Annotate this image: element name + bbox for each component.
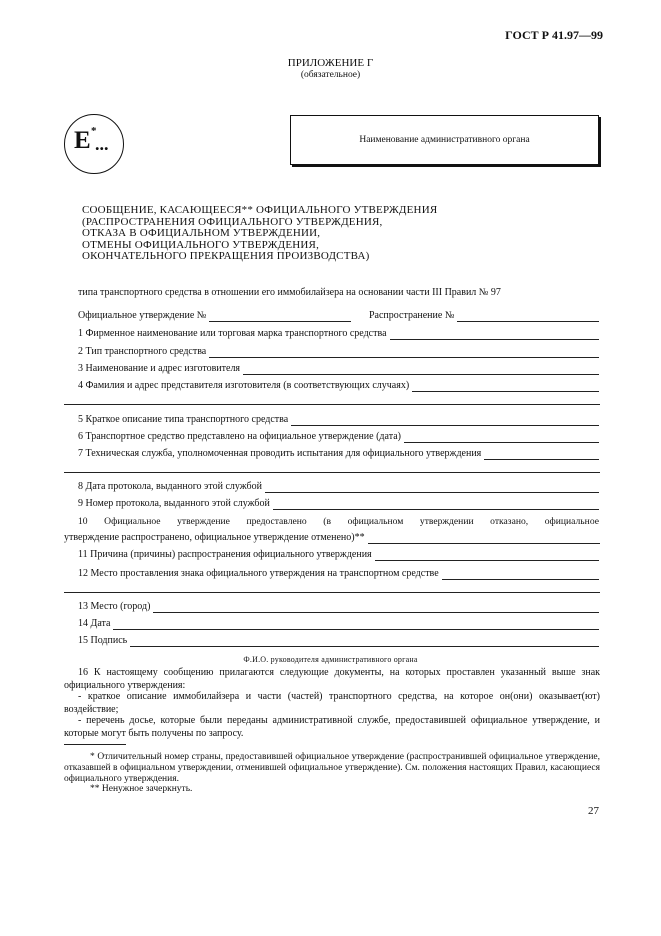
approval-mark-emblem [64, 114, 124, 174]
item-13-label: 13 Место (город) [78, 601, 151, 612]
item-14-label: 14 Дата [78, 618, 111, 629]
item-3 [78, 363, 599, 375]
item-9-field[interactable] [273, 499, 599, 510]
approval-numbers-row [78, 310, 599, 322]
item-8-field[interactable] [265, 482, 599, 493]
item-16-bullet-1: - краткое описание иммобилайзера и части (частей) транспортного средства, на которое он(они) оказывает(ют) воздействие; [64, 691, 600, 715]
approval-number-label: Официальное утверждение № [78, 310, 207, 321]
item-13 [78, 601, 599, 613]
authority-name-label: Наименование административного органа [359, 135, 530, 145]
item-15 [78, 635, 599, 647]
item-12-field[interactable] [442, 569, 599, 580]
item-13-field[interactable] [153, 602, 599, 613]
communication-title-line: ОТМЕНЫ ОФИЦИАЛЬНОГО УТВЕРЖДЕНИЯ, [82, 238, 320, 251]
appendix-subtitle: (обязательное) [300, 70, 361, 80]
item-1 [78, 328, 599, 340]
communication-title-line: ОКОНЧАТЕЛЬНОГО ПРЕКРАЩЕНИЯ ПРОИЗВОДСТВА) [82, 250, 370, 262]
item-14-field[interactable] [113, 619, 599, 630]
intro-text: типа транспортного средства в отношении его иммобилайзера на основании части III Правил № 97 [78, 287, 501, 298]
item-8-label: 8 Дата протокола, выданного этой службой [78, 481, 262, 492]
item-5-field[interactable] [291, 415, 599, 426]
item-15-label: 15 Подпись [78, 635, 128, 646]
item-6-field[interactable] [404, 432, 599, 443]
item-9-label: 9 Номер протокола, выданного этой службой [78, 498, 270, 509]
item-7-label: 7 Техническая служба, уполномоченная проводить испытания для официального утверждения [78, 448, 482, 459]
item-9 [78, 498, 599, 510]
item-7-field[interactable] [484, 449, 599, 460]
item-10-line-1: 10 Официальное утверждение предоставлено (в официальном утверждении отказано, официальное [78, 516, 599, 527]
item-2-label: 2 Тип транспортного средства [78, 346, 207, 357]
item-4-label: 4 Фамилия и адрес представителя изготовителя (в соответствующих случаях) [78, 380, 410, 391]
communication-title-line: (РАСПРОСТРАНЕНИЯ ОФИЦИАЛЬНОГО УТВЕРЖДЕНИЯ, [82, 215, 383, 228]
item-7 [78, 448, 599, 460]
item-10-field[interactable] [368, 533, 600, 544]
footnote-separator [64, 744, 126, 745]
communication-title [82, 205, 437, 263]
item-12-label: 12 Место проставления знака официального утверждения на транспортном средстве [78, 568, 439, 579]
item-11 [78, 549, 599, 561]
footnote-2: ** Ненужное зачеркнуть. [90, 784, 193, 794]
approval-mark-dots: ... [95, 134, 109, 154]
item-10-label: утверждение распространено, официальное утверждение отменено)** [64, 532, 365, 543]
approval-mark-star: * [91, 125, 97, 137]
item-15-field[interactable] [130, 636, 599, 647]
item-8 [78, 481, 599, 493]
item-16-intro: 16 К настоящему сообщению прилагаются следующие документы, на которых проставлен указанный выше знак официального утверждения: [64, 667, 600, 691]
item-14 [78, 618, 599, 630]
item-1-label: 1 Фирменное наименование или торговая марка транспортного средства [78, 328, 387, 339]
appendix-heading [0, 57, 661, 81]
item-4 [78, 380, 599, 392]
footnote-1: * Отличительный номер страны, предоставившей официальное утверждение (распространившей официальное утверждение, отказавшей в официальном утверждении, отменившей официальное утверждение). См. положения настоящих Правил, касающиеся официального утверждения. [64, 752, 600, 784]
communication-title-line: СООБЩЕНИЕ, КАСАЮЩЕЕСЯ** ОФИЦИАЛЬНОГО УТВЕРЖДЕНИЯ [82, 204, 438, 216]
communication-title-line: ОТКАЗА В ОФИЦИАЛЬНОМ УТВЕРЖДЕНИИ, [82, 227, 321, 239]
item-6 [78, 431, 599, 443]
item-2 [78, 346, 599, 358]
item-11-label: 11 Причина (причины) распространения официального утверждения [78, 549, 372, 560]
item-12-continuation-line[interactable] [64, 592, 600, 593]
approval-number-field[interactable] [209, 311, 351, 322]
signature-caption: Ф.И.О. руководителя административного органа [243, 655, 418, 664]
item-12 [78, 568, 599, 580]
standard-code: ГОСТ Р 41.97—99 [505, 28, 603, 42]
item-4-field[interactable] [412, 381, 599, 392]
item-5 [78, 414, 599, 426]
item-7-continuation-line[interactable] [64, 472, 600, 473]
approval-mark-letter: E [74, 127, 91, 154]
appendix-title: ПРИЛОЖЕНИЕ Г [287, 57, 374, 69]
authority-name-box [290, 115, 599, 165]
item-6-label: 6 Транспортное средство представлено на официальное утверждение (дата) [78, 431, 401, 442]
item-3-field[interactable] [243, 364, 599, 375]
page-number: 27 [588, 805, 599, 817]
item-4-continuation-line[interactable] [64, 404, 600, 405]
item-10 [64, 532, 600, 544]
item-2-field[interactable] [209, 347, 599, 358]
item-16-bullet-2: - перечень досье, которые были переданы административной службе, предоставившей официальное утверждение, и которые могут быть получены по запросу. [64, 715, 600, 739]
item-3-label: 3 Наименование и адрес изготовителя [78, 363, 241, 374]
item-5-label: 5 Краткое описание типа транспортного средства [78, 414, 289, 425]
item-1-field[interactable] [390, 329, 599, 340]
extension-number-label: Распространение № [368, 310, 455, 321]
item-11-field[interactable] [375, 550, 599, 561]
extension-number-field[interactable] [457, 311, 599, 322]
